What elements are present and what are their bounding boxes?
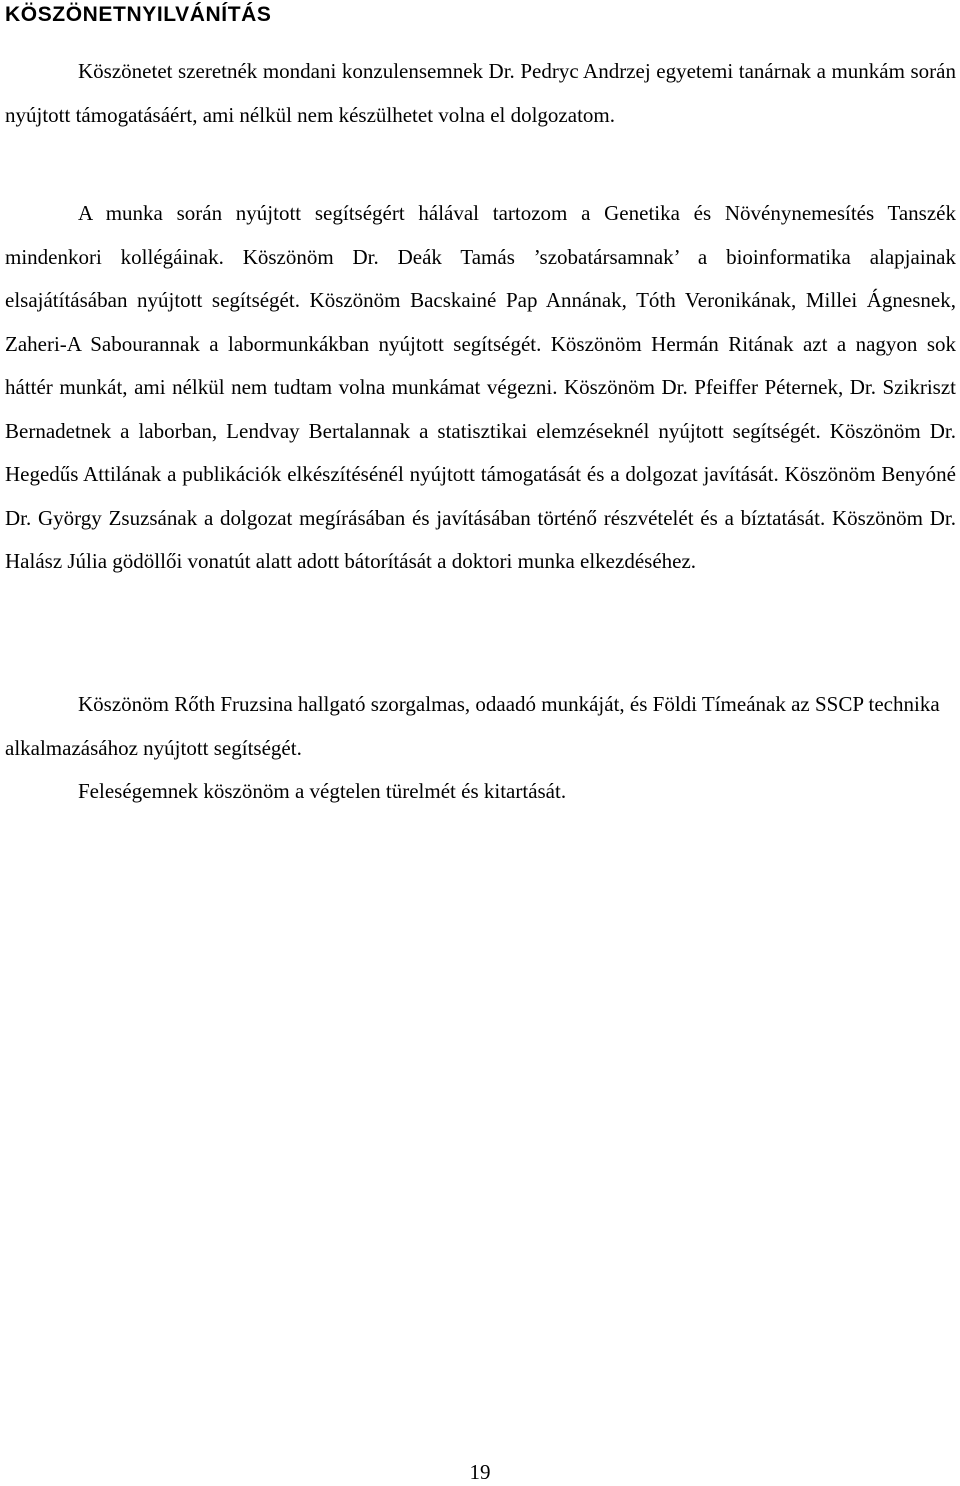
page-number: 19 — [469, 1460, 491, 1484]
paragraph-hallgato: Köszönöm Rőth Fruzsina hallgató szorgalmas, odaadó munkáját, és Földi Tímeának az SSCP technika alkalmazásához nyújtott segítségét. — [5, 692, 940, 760]
page-title: KÖSZÖNETNYILVÁNÍTÁS — [5, 3, 272, 26]
paragraph-kollegak: A munka során nyújtott segítségért hálával tartozom a Genetika és Növénynemesítés Tanszék mindenkori kollégáinak. Köszönöm Dr. Deák Tamás ’szobatársamnak’ a bioinformatika alapjainak elsajátításában nyújtott segítségét. Köszönöm Bacskainé Pap Annának, Tóth Veronikának, Millei Ágnesnek, Zaheri-A Sabourannak a labormunkákban nyújtott segítségét. Köszönöm Hermán Ritának azt a nagyon sok háttér munkát, ami nélkül nem tudtam volna munkámat végezni. Köszönöm Dr. Pfeiffer Péternek, Dr. Szikriszt Bernadetnek a laborban, Lendvay Bertalannak a statisztikai elemzéseknél nyújtott segítségét. Köszönöm Dr. Hegedűs Attilának a publikációk elkészítésénél nyújtott támogatását és a dolgozat javítását. Köszönöm Benyóné Dr. György Zsuzsának a dolgozat megírásában és javításában történő részvételét és a bíztatását. Köszönöm Dr. Halász Júlia gödöllői vonatút alatt adott bátorítását a doktori munka elkezdéséhez. — [5, 201, 956, 573]
paragraph-konzulens: Köszönetet szeretnék mondani konzulensemnek Dr. Pedryc Andrzej egyetemi tanárnak a munkám során nyújtott támogatásáért, ami nélkül nem készülhetet volna el dolgozatom. — [5, 59, 956, 127]
paragraph-feleseg: Feleségemnek köszönöm a végtelen türelmét és kitartását. — [78, 779, 567, 803]
